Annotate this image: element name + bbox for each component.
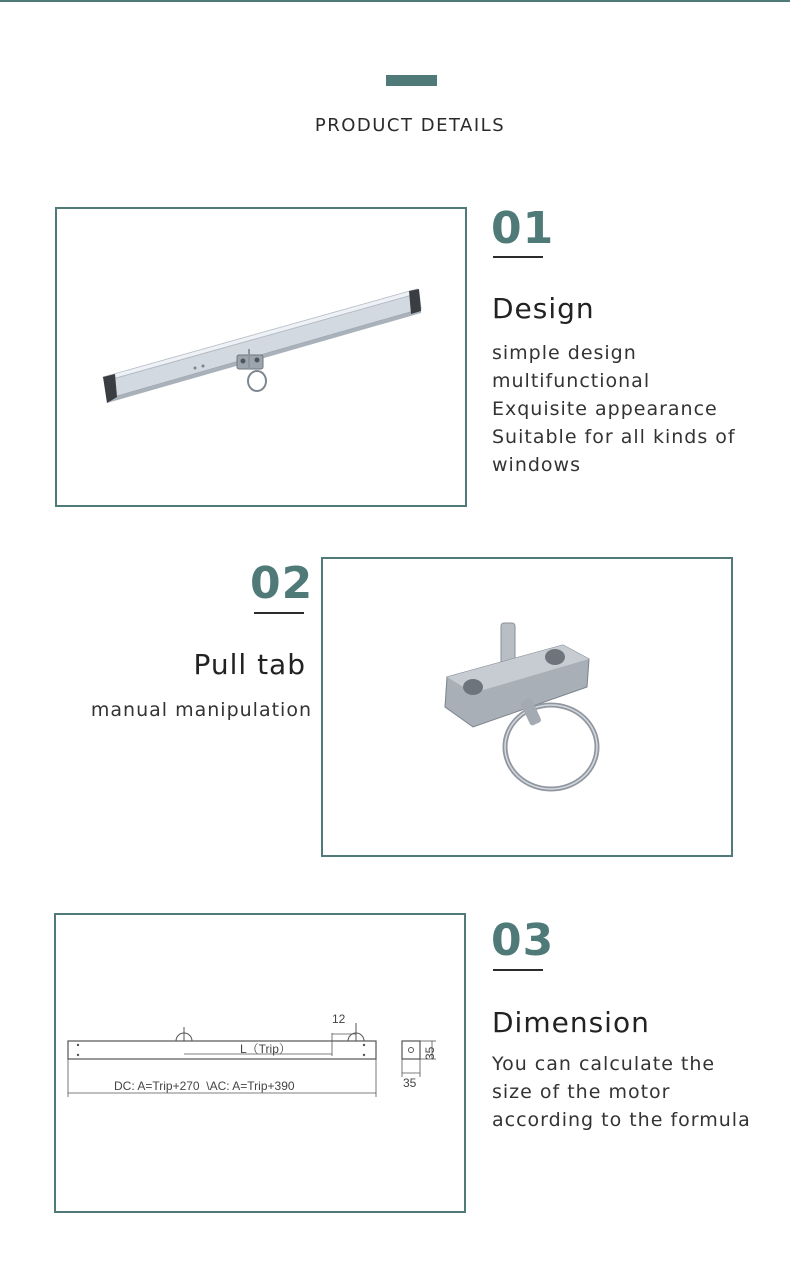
feature-number-underline-02	[254, 612, 304, 614]
top-divider	[0, 0, 790, 2]
dimension-label-35-horizontal: 35	[403, 1076, 417, 1090]
accent-bar	[386, 75, 437, 86]
dimension-drawing-frame	[54, 913, 466, 1213]
feature-number-03: 03	[491, 915, 555, 966]
dimension-label-trip: L（Trip）	[240, 1042, 291, 1056]
description-line: Suitable for all kinds of	[492, 426, 736, 448]
feature-title-01: Design	[492, 292, 595, 325]
product-image-frame-02	[321, 557, 733, 857]
feature-title-02: Pull tab	[193, 648, 306, 681]
feature-description-01	[492, 339, 736, 479]
description-line: simple design	[492, 342, 637, 364]
dimension-label-12: 12	[332, 1012, 346, 1026]
feature-description-03	[492, 1050, 751, 1134]
description-line: You can calculate the	[492, 1053, 716, 1075]
feature-number-01: 01	[491, 203, 555, 254]
description-line: Exquisite appearance	[492, 398, 718, 420]
description-line: multifunctional	[492, 370, 651, 392]
description-line: according to the formula	[492, 1109, 751, 1131]
feature-number-underline-01	[493, 256, 543, 258]
description-line: size of the motor	[492, 1081, 671, 1103]
pull-tab-image	[323, 559, 731, 855]
feature-number-02: 02	[250, 558, 314, 609]
feature-title-03: Dimension	[492, 1006, 650, 1039]
actuator-bar-image	[57, 209, 465, 505]
feature-description-02	[60, 696, 312, 724]
product-image-frame-01	[55, 207, 467, 507]
dimension-formula: DC: A=Trip+270 \AC: A=Trip+390	[114, 1079, 295, 1093]
dimension-drawing	[56, 915, 464, 1211]
section-title: PRODUCT DETAILS	[314, 115, 506, 136]
description-line: windows	[492, 454, 581, 476]
description-line: manual manipulation	[90, 699, 312, 721]
feature-number-underline-03	[493, 969, 543, 971]
dimension-label-35-vertical: 35	[423, 1046, 437, 1060]
